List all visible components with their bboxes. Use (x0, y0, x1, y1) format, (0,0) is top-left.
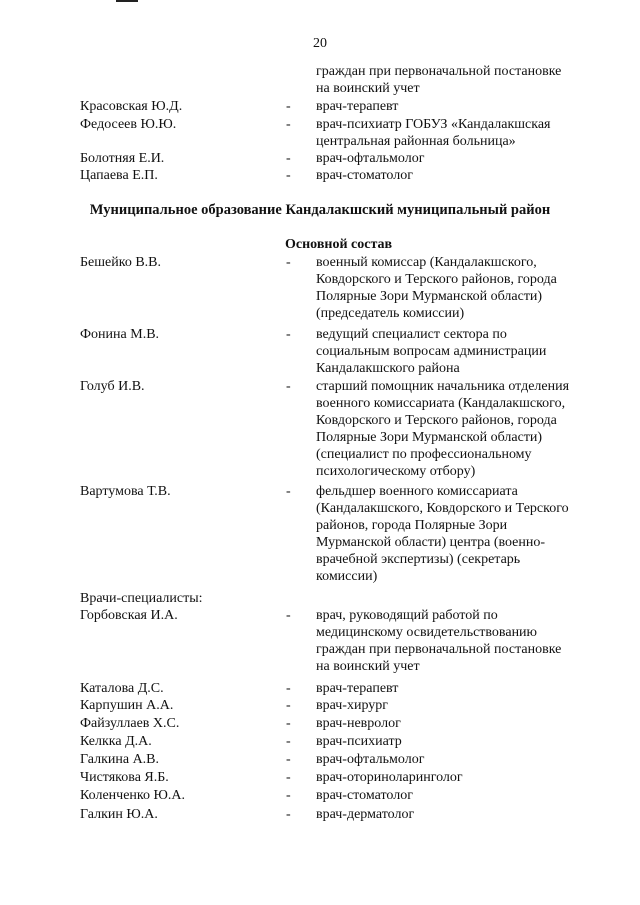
commission-member-position-line: (специалист по профессиональному (316, 447, 532, 462)
doctor-position-line: врач-оториноларинголог (316, 770, 463, 785)
commission-member-position-line: Полярные Зори Мурманской области) (316, 289, 543, 304)
member-dash: - (286, 151, 291, 166)
doctor-dash: - (286, 788, 291, 803)
doctor-dash: - (286, 608, 291, 623)
doctor-name: Галкин Ю.А. (80, 807, 158, 822)
commission-member-position-line: районов, города Полярные Зори (316, 518, 508, 533)
member-name: Болотняя Е.И. (80, 151, 165, 166)
commission-member-position-line: психологическому отбору) (316, 464, 476, 479)
doctors-label: Врачи-специалисты: (80, 591, 203, 606)
doctor-position-line: врач-хирург (316, 698, 389, 713)
commission-member-position-line: фельдшер военного комиссариата (316, 484, 518, 499)
member-name: Федосеев Ю.Ю. (80, 117, 177, 132)
doctor-dash: - (286, 770, 291, 785)
doctor-position-line: врач-стоматолог (316, 788, 413, 803)
commission-member-position-line: военный комиссар (Кандалакшского, (316, 255, 537, 270)
doctor-position-line: медицинскому освидетельствованию (316, 625, 538, 640)
commission-member-position-line: ведущий специалист сектора по (316, 327, 507, 342)
commission-member-dash: - (286, 255, 291, 270)
commission-member-position-line: (Кандалакшского, Ковдорского и Терского (316, 501, 569, 516)
page-number: 20 (313, 36, 327, 51)
doctor-name: Файзуллаев Х.С. (80, 716, 180, 731)
member-position-line: врач-офтальмолог (316, 151, 425, 166)
commission-member-position-line: Ковдорского и Терского районов, города (316, 272, 557, 287)
member-dash: - (286, 99, 291, 114)
doctor-position-line: врач-психиатр (316, 734, 402, 749)
doctor-dash: - (286, 807, 291, 822)
continued-position-line: на воинский учет (316, 81, 420, 96)
doctor-name: Келкка Д.А. (80, 734, 152, 749)
doctor-position-line: врач-офтальмолог (316, 752, 425, 767)
commission-member-name: Фонина М.В. (80, 327, 160, 342)
commission-member-dash: - (286, 379, 291, 394)
doctor-position-line: врач-терапевт (316, 681, 399, 696)
commission-member-name: Бешейко В.В. (80, 255, 162, 270)
section-title: Муниципальное образование Кандалакшский муниципальный район (89, 202, 551, 218)
commission-member-position-line: старший помощник начальника отделения (316, 379, 570, 394)
commission-member-position-line: Ковдорского и Терского районов, города (316, 413, 557, 428)
doctor-dash: - (286, 716, 291, 731)
doctor-name: Карпушин А.А. (80, 698, 174, 713)
commission-member-position-line: (председатель комиссии) (316, 306, 465, 321)
commission-member-position-line: военного комиссариата (Кандалакшского, (316, 396, 566, 411)
commission-member-position-line: врачебной экспертизы) (секретарь (316, 552, 521, 567)
doctor-name: Каталова Д.С. (80, 681, 164, 696)
doctor-name: Чистякова Я.Б. (80, 770, 169, 785)
doctor-dash: - (286, 681, 291, 696)
commission-member-name: Вартумова Т.В. (80, 484, 171, 499)
member-position-line: врач-психиатр ГОБУЗ «Кандалакшская (316, 117, 551, 132)
commission-member-dash: - (286, 327, 291, 342)
commission-member-position-line: Полярные Зори Мурманской области) (316, 430, 543, 445)
doctor-dash: - (286, 734, 291, 749)
commission-member-dash: - (286, 484, 291, 499)
member-position-line: врач-терапевт (316, 99, 399, 114)
member-name: Цапаева Е.П. (80, 168, 158, 183)
doctor-name: Галкина А.В. (80, 752, 160, 767)
doctor-name: Коленченко Ю.А. (80, 788, 185, 803)
member-name: Красовская Ю.Д. (80, 99, 183, 114)
doctor-dash: - (286, 698, 291, 713)
commission-member-name: Голуб И.В. (80, 379, 145, 394)
doctor-name: Горбовская И.А. (80, 608, 178, 623)
section-subtitle: Основной состав (285, 237, 393, 252)
doctor-position-line: граждан при первоначальной постановке (316, 642, 562, 657)
top-edge-mark (116, 0, 138, 2)
commission-member-position-line: социальным вопросам администрации (316, 344, 547, 359)
continued-position-line: граждан при первоначальной постановке (316, 64, 562, 79)
commission-member-position-line: Мурманской области) центра (военно- (316, 535, 546, 550)
commission-member-position-line: комиссии) (316, 569, 378, 584)
member-position-line: врач-стоматолог (316, 168, 413, 183)
doctor-dash: - (286, 752, 291, 767)
doctor-position-line: врач-невролог (316, 716, 401, 731)
doctor-position-line: врач-дерматолог (316, 807, 415, 822)
doctor-position-line: на воинский учет (316, 659, 420, 674)
member-dash: - (286, 117, 291, 132)
commission-member-position-line: Кандалакшского района (316, 361, 460, 376)
doctor-position-line: врач, руководящий работой по (316, 608, 498, 623)
member-position-line: центральная районная больница» (316, 134, 516, 149)
member-dash: - (286, 168, 291, 183)
